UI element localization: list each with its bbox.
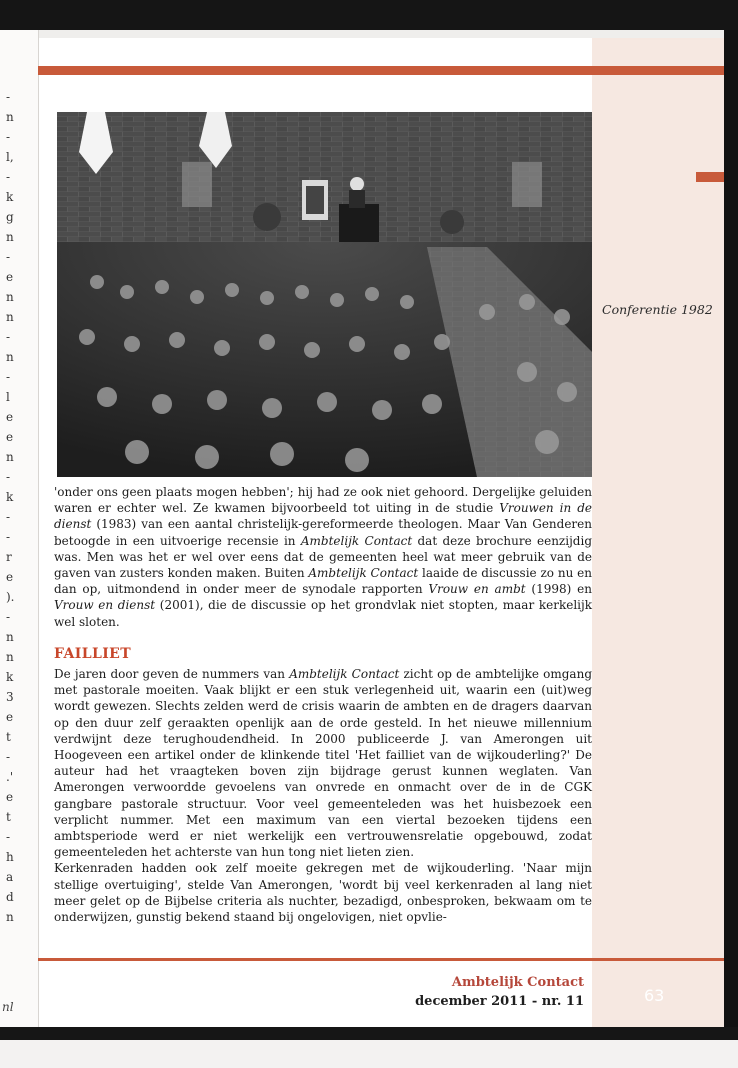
prev-page-fragment: - — [6, 170, 11, 184]
prev-page-fragment: - — [6, 830, 11, 844]
conference-photo-image — [57, 112, 592, 477]
prev-page-fragment: r — [6, 550, 12, 564]
previous-page-edge — [0, 30, 39, 1030]
prev-page-fragment: - — [6, 750, 11, 764]
p2-part: zicht op de ambtelijke omgang met pastorale moeiten. Vaak blijkt er een stuk verlegenheid uit, waarin een (uit)weg wordt gewezen. Slechts zelden werd de crisis waarin de ambten en de dragers daarvan op den duur zelf geraakten openlijk aan de orde gesteld. In het nieuwe millennium verdwijnt deze terughoudendheid. In 2000 publiceerde J. van Amerongen uit Hoogeveen een artikel onder de klinkende titel 'Het failliet van de wijkouderling?' De auteur had het vraagteken boven zijn bijdrage gerust kunnen weglaten. Van Amerongen verwoordde gevoelens van onvrede en onmacht over de in de CGK gangbare pastorale structuur. Voor veel gemeenteleden was het huisbezoek een verplicht nummer. Met een maximum van een viertal bezoeken tijdens een ambtsperiode werd er niet werkelijk een vertrouwensrelatie opgebouwd, zodat gemeenteleden het achterste van hun tong niet lieten zien. — [54, 667, 592, 860]
prev-page-fragment: 3 — [6, 690, 14, 704]
p1-part: Ambtelijk Contact — [308, 566, 419, 581]
prev-page-fragment: - — [6, 250, 11, 264]
right-margin-column — [592, 38, 724, 1028]
prev-page-fragment: l, — [6, 150, 14, 164]
section-heading: FAILLIET — [54, 646, 132, 662]
prev-page-fragment: e — [6, 270, 14, 284]
p1-part: 'onder ons geen plaats mogen hebben'; hij had ze ook niet gehoord. Dergelijke geluiden waren er echter wel. Ze kwamen bijvoorbeeld tot uiting in de studie — [54, 485, 592, 516]
prev-page-fragment: - — [6, 90, 11, 104]
prev-page-fragment: t — [6, 730, 11, 744]
prev-page-fragment: k — [6, 490, 14, 504]
photo-caption: Conferentie 1982 — [602, 302, 713, 317]
p1-part: Vrouw en dienst — [54, 598, 156, 613]
prev-page-fragment: - — [6, 530, 11, 544]
prev-page-footnote: nl — [2, 1000, 14, 1014]
prev-page-fragment: - — [6, 610, 11, 624]
prev-page-fragment: n — [6, 910, 14, 924]
prev-page-fragment: a — [6, 870, 14, 884]
journal-title: Ambtelijk Contact — [451, 975, 584, 990]
prev-page-fragment: - — [6, 510, 11, 524]
paragraph-2-text — [54, 666, 592, 860]
prev-page-fragment: n — [6, 290, 14, 304]
p1-part: laaide de discussie zo nu en dan op, uitmondend in onder meer de synodale rapporten — [54, 566, 592, 597]
p1-part: Ambtelijk Contact — [300, 533, 413, 548]
prev-page-fragment: - — [6, 470, 11, 484]
prev-page-fragment: e — [6, 570, 14, 584]
prev-page-fragment: n — [6, 110, 14, 124]
p1-part: (2001), die de discussie op het grondvlak niet stopten, maar kerkelijk wel sloten. — [54, 598, 592, 629]
prev-page-fragment: n — [6, 450, 14, 464]
bottom-edge-light — [0, 1040, 738, 1068]
prev-page-fragment: n — [6, 630, 14, 644]
prev-page-fragment: e — [6, 790, 14, 804]
conference-photo — [57, 112, 592, 477]
prev-page-fragment: - — [6, 330, 11, 344]
p2-part: Ambtelijk Contact — [289, 667, 400, 681]
prev-page-fragment: k — [6, 190, 14, 204]
prev-page-fragment: l — [6, 390, 10, 404]
prev-page-fragment: .' — [6, 770, 14, 784]
prev-page-fragment: h — [6, 850, 14, 864]
prev-page-fragment: k — [6, 670, 14, 684]
prev-page-fragment: n — [6, 230, 14, 244]
p1-part: (1998) en — [525, 582, 593, 597]
prev-page-fragment: n — [6, 650, 14, 664]
prev-page-fragment: - — [6, 130, 11, 144]
issue-label: december 2011 - nr. 11 — [415, 994, 584, 1009]
prev-page-fragment: t — [6, 810, 11, 824]
bottom-accent-band — [38, 958, 728, 961]
prev-page-fragment: g — [6, 210, 14, 224]
prev-page-fragment: n — [6, 350, 14, 364]
prev-page-fragment: e — [6, 430, 14, 444]
p1-part: dat deze brochure eenzijdig was. Men was het er wel over eens dat de gemeenten heel wat meer gebruik van de gaven van zusters konden maken. Buiten — [54, 533, 593, 581]
paragraph-1 — [54, 484, 592, 630]
prev-page-fragment: d — [6, 890, 14, 904]
top-edge-dark — [0, 0, 738, 30]
prev-page-fragment: n — [6, 310, 14, 324]
p1-part: Vrouwen in de dienst — [54, 501, 593, 532]
paragraph-2 — [54, 666, 592, 925]
p1-part: Vrouw en ambt — [428, 582, 526, 597]
prev-page-fragment: e — [6, 410, 14, 424]
page-number: 63 — [644, 986, 665, 1005]
paragraph-3-text: Kerkenraden hadden ook zelf moeite gekregen met de wijkouderling. 'Naar mijn stellige overtuiging', stelde Van Amerongen, 'wordt bij veel kerkenraden al lang niet meer gelet op de Bijbelse criteria als nuchter, bezadigd, onbesproken, bekwaam om te onderwijzen, gunstig bekend staand bij ongelovigen, niet opvlie- — [54, 861, 592, 925]
margin-accent-tab — [696, 172, 726, 182]
prev-page-fragment: ). — [6, 590, 15, 604]
right-edge — [724, 30, 738, 1030]
top-accent-band — [38, 66, 728, 75]
paragraph-1-text — [54, 484, 592, 630]
prev-page-fragment: - — [6, 370, 11, 384]
prev-page-fragment: e — [6, 710, 14, 724]
p1-part: (1983) van een aantal christelijk-gereformeerde theologen. Maar Van Genderen betoogde in een uitvoerige recensie in — [54, 517, 592, 548]
p2-part: De jaren door geven de nummers van — [54, 667, 290, 681]
